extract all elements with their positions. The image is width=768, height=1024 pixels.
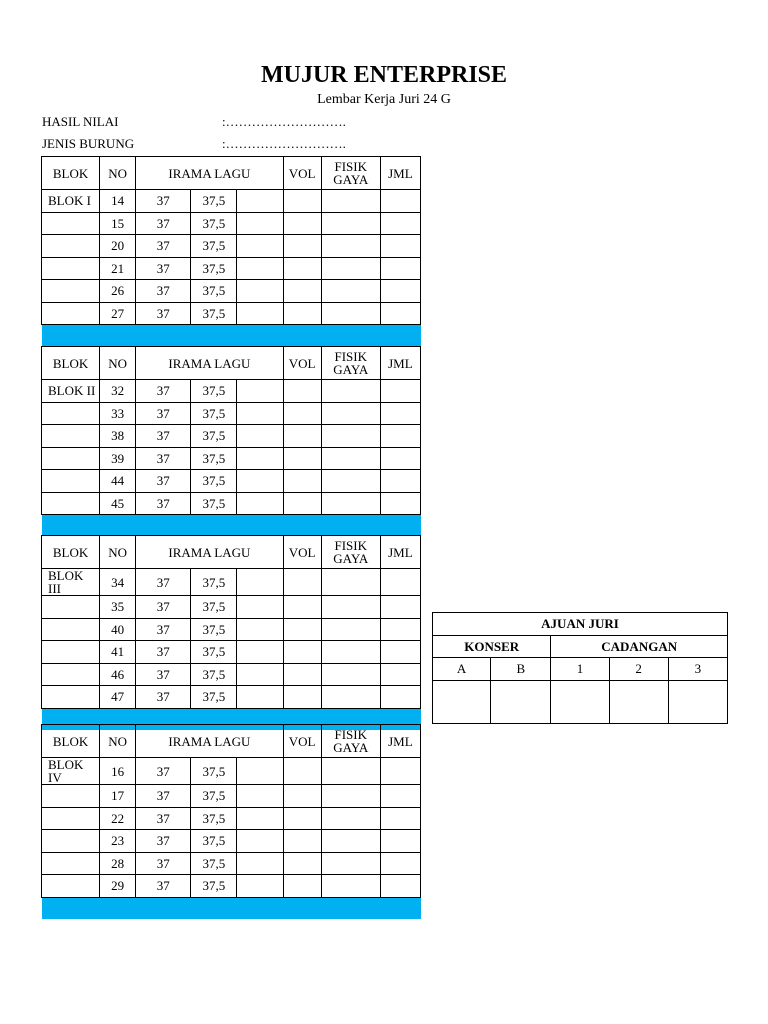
- vol-cell: [283, 875, 321, 898]
- bird-no: 35: [100, 596, 136, 619]
- blok-table: [41, 156, 421, 346]
- hasil-nilai-value: :……………………….: [222, 114, 346, 129]
- table-row: [42, 830, 421, 853]
- bird-no: 34: [100, 569, 136, 596]
- blok-cell: [42, 302, 100, 325]
- irama-score-a: 37: [136, 785, 191, 808]
- irama-score-a: 37: [136, 257, 191, 280]
- ajuan-juri-title: AJUAN JURI: [433, 613, 728, 636]
- irama-score-a: 37: [136, 807, 191, 830]
- irama-score-c: [237, 470, 283, 493]
- blok-cell: [42, 596, 100, 619]
- bird-no: 22: [100, 807, 136, 830]
- fisik-gaya-cell: [321, 492, 380, 515]
- vol-cell: [283, 596, 321, 619]
- fisik-gaya-cell: [321, 758, 380, 785]
- bird-no: 29: [100, 875, 136, 898]
- cadangan-header: CADANGAN: [551, 635, 728, 658]
- irama-score-a: 37: [136, 663, 191, 686]
- jml-cell: [380, 447, 420, 470]
- col-header-no: NO: [100, 347, 136, 380]
- table-row: [42, 302, 421, 325]
- vol-cell: [283, 830, 321, 853]
- blok-name: BLOK IV: [42, 758, 100, 785]
- gaya-label: GAYA: [333, 172, 369, 187]
- col-header-jml: JML: [380, 536, 420, 569]
- irama-score-b: 37,5: [191, 686, 237, 709]
- col-header-fisik-gaya: [321, 157, 380, 190]
- irama-score-c: [237, 190, 283, 213]
- gaya-label: GAYA: [333, 740, 369, 755]
- col-header-jml: JML: [380, 347, 420, 380]
- blok-cell: [42, 492, 100, 515]
- ajuan-cell: [433, 680, 491, 723]
- irama-score-b: 37,5: [191, 402, 237, 425]
- bird-no: 14: [100, 190, 136, 213]
- irama-score-a: 37: [136, 425, 191, 448]
- blok-cell: [42, 447, 100, 470]
- table-row: [42, 447, 421, 470]
- page-title: MUJUR ENTERPRISE: [260, 62, 508, 88]
- col-header-jml: JML: [380, 725, 420, 758]
- blok-cell: [42, 235, 100, 258]
- table-row: [42, 425, 421, 448]
- ajuan-cell: [551, 680, 609, 723]
- blok-cell: [42, 470, 100, 493]
- irama-score-a: 37: [136, 190, 191, 213]
- irama-score-c: [237, 852, 283, 875]
- fisik-gaya-cell: [321, 875, 380, 898]
- bird-no: 15: [100, 212, 136, 235]
- jml-cell: [380, 425, 420, 448]
- irama-score-b: 37,5: [191, 425, 237, 448]
- blok-cell: [42, 402, 100, 425]
- irama-score-a: 37: [136, 596, 191, 619]
- fisik-gaya-cell: [321, 235, 380, 258]
- irama-score-b: 37,5: [191, 190, 237, 213]
- ajuan-col-2: 2: [609, 658, 668, 681]
- bird-no: 33: [100, 402, 136, 425]
- irama-score-c: [237, 280, 283, 303]
- ajuan-col-a: A: [433, 658, 491, 681]
- irama-score-b: 37,5: [191, 875, 237, 898]
- table-row: [42, 852, 421, 875]
- col-header-fisik-gaya: [321, 725, 380, 758]
- bird-no: 46: [100, 663, 136, 686]
- blok-cell: [42, 641, 100, 664]
- irama-score-c: [237, 302, 283, 325]
- fisik-gaya-cell: [321, 830, 380, 853]
- blok-cell: [42, 830, 100, 853]
- vol-cell: [283, 758, 321, 785]
- fisik-label: FISIK: [334, 538, 368, 553]
- col-header-blok: BLOK: [42, 536, 100, 569]
- irama-score-a: 37: [136, 852, 191, 875]
- irama-score-c: [237, 618, 283, 641]
- gaya-label: GAYA: [333, 362, 369, 377]
- col-header-blok: BLOK: [42, 347, 100, 380]
- irama-score-c: [237, 663, 283, 686]
- irama-score-c: [237, 758, 283, 785]
- fisik-gaya-cell: [321, 852, 380, 875]
- irama-score-c: [237, 641, 283, 664]
- blok-table: [41, 535, 421, 730]
- bird-no: 27: [100, 302, 136, 325]
- irama-score-c: [237, 686, 283, 709]
- table-row: [42, 758, 421, 785]
- vol-cell: [283, 663, 321, 686]
- bird-no: 40: [100, 618, 136, 641]
- jml-cell: [380, 596, 420, 619]
- blok-cell: [42, 257, 100, 280]
- bird-no: 45: [100, 492, 136, 515]
- irama-score-a: 37: [136, 492, 191, 515]
- blok-cell: [42, 686, 100, 709]
- bird-no: 16: [100, 758, 136, 785]
- vol-cell: [283, 380, 321, 403]
- fisik-label: FISIK: [334, 727, 368, 742]
- jml-cell: [380, 569, 420, 596]
- jml-cell: [380, 280, 420, 303]
- jml-cell: [380, 758, 420, 785]
- blok-cell: [42, 212, 100, 235]
- blok-name: BLOK I: [42, 190, 100, 213]
- gaya-label: GAYA: [333, 551, 369, 566]
- vol-cell: [283, 569, 321, 596]
- ajuan-cell: [491, 680, 551, 723]
- irama-score-b: 37,5: [191, 618, 237, 641]
- col-header-jml: JML: [380, 157, 420, 190]
- fisik-gaya-cell: [321, 257, 380, 280]
- irama-score-a: 37: [136, 212, 191, 235]
- jml-cell: [380, 402, 420, 425]
- table-row: [42, 663, 421, 686]
- irama-score-b: 37,5: [191, 492, 237, 515]
- col-header-fisik-gaya: [321, 536, 380, 569]
- irama-score-c: [237, 785, 283, 808]
- fisik-gaya-cell: [321, 618, 380, 641]
- col-header-irama-lagu: IRAMA LAGU: [136, 725, 283, 758]
- irama-score-b: 37,5: [191, 447, 237, 470]
- blue-band: [42, 325, 421, 347]
- table-row: [42, 257, 421, 280]
- irama-score-a: 37: [136, 569, 191, 596]
- irama-score-c: [237, 875, 283, 898]
- bird-no: 21: [100, 257, 136, 280]
- col-header-vol: VOL: [283, 157, 321, 190]
- jml-cell: [380, 212, 420, 235]
- fisik-gaya-cell: [321, 641, 380, 664]
- blok-cell: [42, 425, 100, 448]
- col-header-blok: BLOK: [42, 157, 100, 190]
- irama-score-a: 37: [136, 618, 191, 641]
- bird-no: 39: [100, 447, 136, 470]
- jml-cell: [380, 257, 420, 280]
- table-row: [42, 686, 421, 709]
- irama-score-c: [237, 569, 283, 596]
- table-row: [42, 618, 421, 641]
- ajuan-cell: [609, 680, 668, 723]
- irama-score-c: [237, 425, 283, 448]
- irama-score-b: 37,5: [191, 280, 237, 303]
- jml-cell: [380, 302, 420, 325]
- table-row: [42, 212, 421, 235]
- ajuan-juri-table: [432, 612, 728, 724]
- jml-cell: [380, 641, 420, 664]
- fisik-gaya-cell: [321, 447, 380, 470]
- table-row: [42, 875, 421, 898]
- bird-no: 20: [100, 235, 136, 258]
- irama-score-a: 37: [136, 470, 191, 493]
- col-header-vol: VOL: [283, 725, 321, 758]
- irama-score-b: 37,5: [191, 807, 237, 830]
- irama-score-b: 37,5: [191, 830, 237, 853]
- blok-cell: [42, 618, 100, 641]
- vol-cell: [283, 618, 321, 641]
- blok-cell: [42, 852, 100, 875]
- fisik-gaya-cell: [321, 686, 380, 709]
- col-header-no: NO: [100, 536, 136, 569]
- vol-cell: [283, 235, 321, 258]
- vol-cell: [283, 785, 321, 808]
- irama-score-b: 37,5: [191, 569, 237, 596]
- irama-score-a: 37: [136, 402, 191, 425]
- table-row: [42, 380, 421, 403]
- irama-score-c: [237, 830, 283, 853]
- table-row: [42, 569, 421, 596]
- col-header-irama-lagu: IRAMA LAGU: [136, 157, 283, 190]
- jml-cell: [380, 686, 420, 709]
- irama-score-b: 37,5: [191, 852, 237, 875]
- bird-no: 17: [100, 785, 136, 808]
- irama-score-b: 37,5: [191, 641, 237, 664]
- fisik-gaya-cell: [321, 470, 380, 493]
- vol-cell: [283, 402, 321, 425]
- irama-score-c: [237, 380, 283, 403]
- bird-no: 44: [100, 470, 136, 493]
- col-header-vol: VOL: [283, 347, 321, 380]
- vol-cell: [283, 686, 321, 709]
- fisik-label: FISIK: [334, 349, 368, 364]
- irama-score-b: 37,5: [191, 470, 237, 493]
- bird-no: 38: [100, 425, 136, 448]
- irama-score-b: 37,5: [191, 235, 237, 258]
- fisik-gaya-cell: [321, 663, 380, 686]
- jml-cell: [380, 875, 420, 898]
- irama-score-c: [237, 402, 283, 425]
- ajuan-col-3: 3: [668, 658, 727, 681]
- irama-score-a: 37: [136, 875, 191, 898]
- irama-score-b: 37,5: [191, 257, 237, 280]
- jml-cell: [380, 492, 420, 515]
- blok-cell: [42, 280, 100, 303]
- blok-name: BLOK II: [42, 380, 100, 403]
- jml-cell: [380, 785, 420, 808]
- table-row: [42, 470, 421, 493]
- fisik-gaya-cell: [321, 807, 380, 830]
- col-header-fisik-gaya: [321, 347, 380, 380]
- table-row: [42, 785, 421, 808]
- jml-cell: [380, 830, 420, 853]
- irama-score-a: 37: [136, 447, 191, 470]
- table-row: [42, 280, 421, 303]
- hasil-nilai-label: HASIL NILAI: [42, 114, 119, 129]
- blok-cell: [42, 663, 100, 686]
- vol-cell: [283, 807, 321, 830]
- vol-cell: [283, 190, 321, 213]
- table-row: [42, 402, 421, 425]
- irama-score-b: 37,5: [191, 785, 237, 808]
- irama-score-a: 37: [136, 686, 191, 709]
- irama-score-b: 37,5: [191, 596, 237, 619]
- vol-cell: [283, 492, 321, 515]
- col-header-no: NO: [100, 157, 136, 190]
- vol-cell: [283, 425, 321, 448]
- table-row: [42, 807, 421, 830]
- col-header-blok: BLOK: [42, 725, 100, 758]
- bird-no: 41: [100, 641, 136, 664]
- jml-cell: [380, 380, 420, 403]
- col-header-irama-lagu: IRAMA LAGU: [136, 347, 283, 380]
- vol-cell: [283, 852, 321, 875]
- bird-no: 47: [100, 686, 136, 709]
- irama-score-b: 37,5: [191, 302, 237, 325]
- irama-score-b: 37,5: [191, 212, 237, 235]
- table-row: [42, 641, 421, 664]
- bird-no: 26: [100, 280, 136, 303]
- irama-score-a: 37: [136, 641, 191, 664]
- irama-score-c: [237, 596, 283, 619]
- irama-score-a: 37: [136, 830, 191, 853]
- bird-no: 28: [100, 852, 136, 875]
- jenis-burung-label: JENIS BURUNG: [42, 136, 135, 151]
- irama-score-b: 37,5: [191, 663, 237, 686]
- blue-band: [42, 897, 421, 919]
- ajuan-col-1: 1: [551, 658, 609, 681]
- bird-no: 23: [100, 830, 136, 853]
- vol-cell: [283, 470, 321, 493]
- vol-cell: [283, 257, 321, 280]
- jml-cell: [380, 235, 420, 258]
- blok-cell: [42, 785, 100, 808]
- vol-cell: [283, 280, 321, 303]
- jml-cell: [380, 807, 420, 830]
- irama-score-c: [237, 235, 283, 258]
- fisik-gaya-cell: [321, 190, 380, 213]
- fisik-gaya-cell: [321, 212, 380, 235]
- table-row: [42, 235, 421, 258]
- irama-score-c: [237, 492, 283, 515]
- fisik-gaya-cell: [321, 302, 380, 325]
- blok-table: [41, 346, 421, 536]
- fisik-gaya-cell: [321, 785, 380, 808]
- ajuan-col-b: B: [491, 658, 551, 681]
- jml-cell: [380, 663, 420, 686]
- blue-band: [42, 515, 421, 537]
- jml-cell: [380, 618, 420, 641]
- ajuan-cell: [668, 680, 727, 723]
- irama-score-a: 37: [136, 280, 191, 303]
- fisik-gaya-cell: [321, 569, 380, 596]
- col-header-irama-lagu: IRAMA LAGU: [136, 536, 283, 569]
- vol-cell: [283, 212, 321, 235]
- irama-score-a: 37: [136, 235, 191, 258]
- irama-score-c: [237, 807, 283, 830]
- col-header-vol: VOL: [283, 536, 321, 569]
- table-row: [42, 492, 421, 515]
- jml-cell: [380, 470, 420, 493]
- konser-header: KONSER: [433, 635, 551, 658]
- jml-cell: [380, 190, 420, 213]
- blok-table: [41, 724, 421, 919]
- vol-cell: [283, 302, 321, 325]
- fisik-gaya-cell: [321, 402, 380, 425]
- irama-score-c: [237, 257, 283, 280]
- irama-score-a: 37: [136, 380, 191, 403]
- blok-cell: [42, 807, 100, 830]
- irama-score-b: 37,5: [191, 758, 237, 785]
- col-header-no: NO: [100, 725, 136, 758]
- jenis-burung-value: :……………………….: [222, 136, 346, 151]
- page-subtitle: Lembar Kerja Juri 24 G: [317, 92, 451, 107]
- bird-no: 32: [100, 380, 136, 403]
- fisik-label: FISIK: [334, 159, 368, 174]
- irama-score-c: [237, 212, 283, 235]
- blok-name: BLOK III: [42, 569, 100, 596]
- vol-cell: [283, 447, 321, 470]
- blok-cell: [42, 875, 100, 898]
- table-row: [42, 190, 421, 213]
- table-row: [42, 596, 421, 619]
- irama-score-a: 37: [136, 302, 191, 325]
- irama-score-c: [237, 447, 283, 470]
- jml-cell: [380, 852, 420, 875]
- irama-score-a: 37: [136, 758, 191, 785]
- fisik-gaya-cell: [321, 280, 380, 303]
- fisik-gaya-cell: [321, 596, 380, 619]
- vol-cell: [283, 641, 321, 664]
- fisik-gaya-cell: [321, 425, 380, 448]
- fisik-gaya-cell: [321, 380, 380, 403]
- irama-score-b: 37,5: [191, 380, 237, 403]
